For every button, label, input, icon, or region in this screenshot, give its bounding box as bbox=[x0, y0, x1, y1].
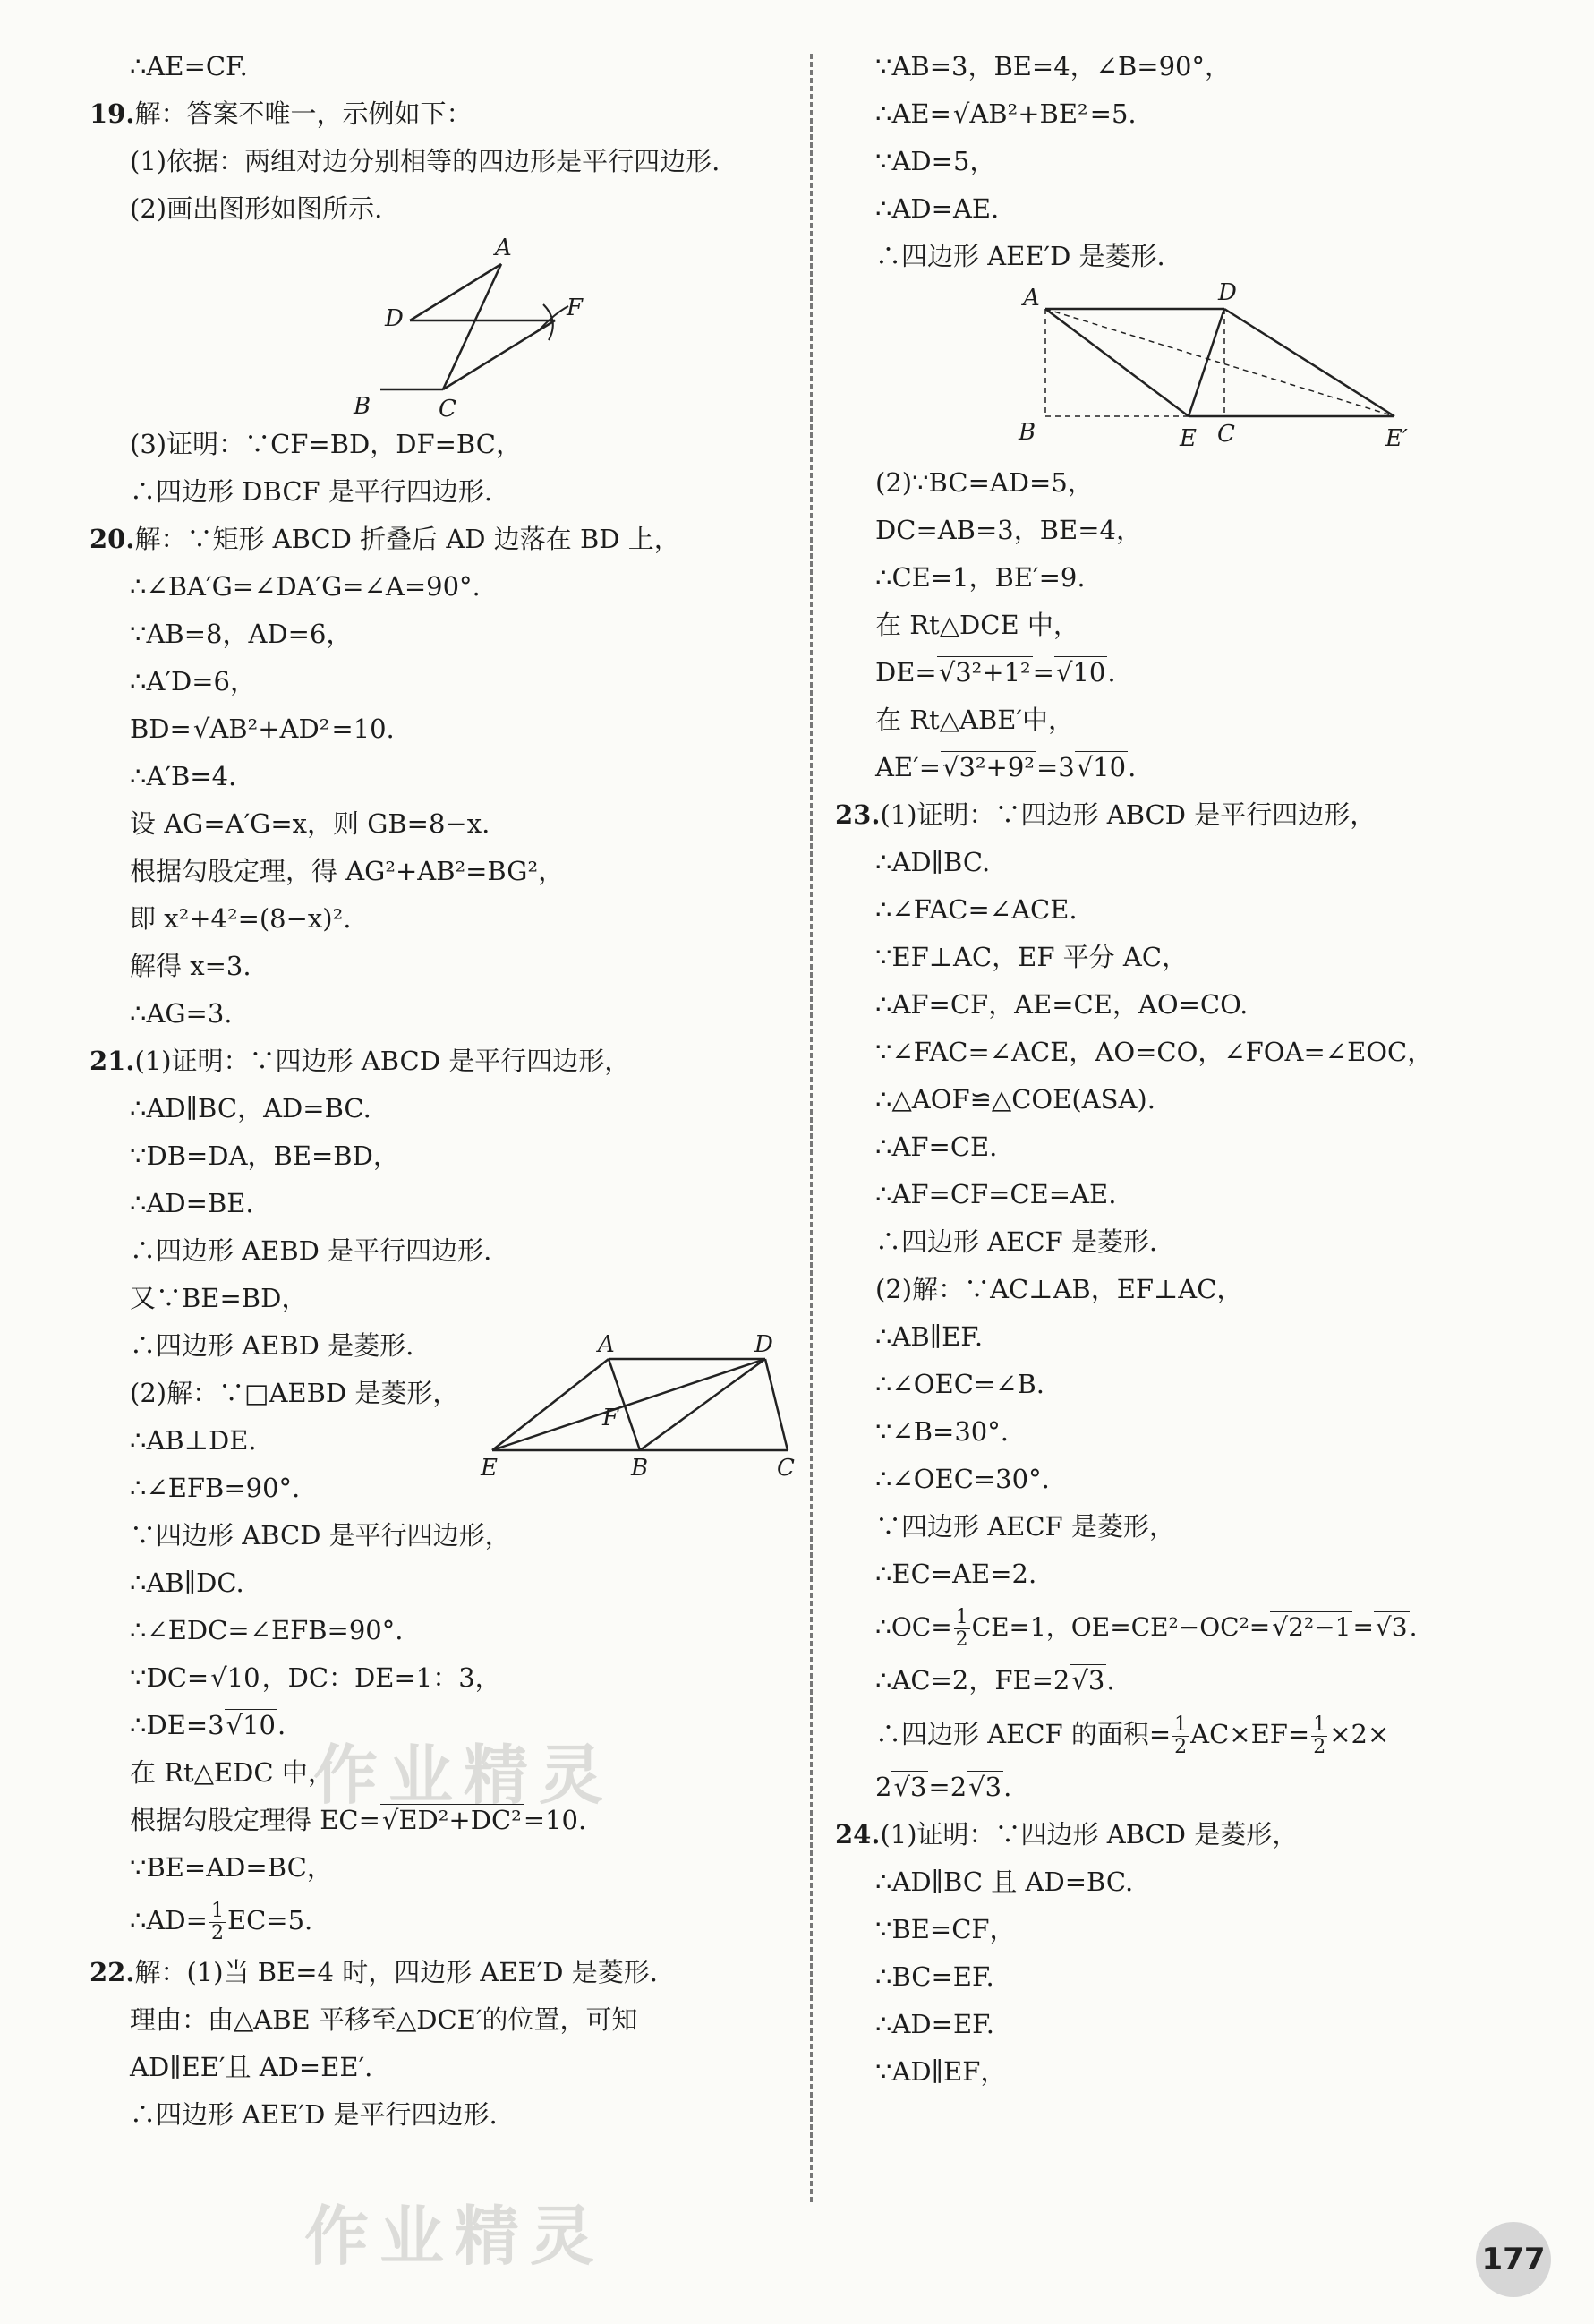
text-line: ∵AB=3，BE=4，∠B=90°， bbox=[875, 51, 1231, 81]
label-F: F bbox=[602, 1405, 619, 1431]
question-24 bbox=[835, 1811, 1538, 1858]
text-line: (2)∵BC=AD=5， bbox=[875, 467, 1094, 498]
text-line: 理由：由△ABE 平移至△DCE′的位置，可知 bbox=[130, 2004, 638, 2035]
text-line: ∴四边形 DBCF 是平行四边形. bbox=[130, 476, 493, 507]
fraction: $\frac{1}{2}$ bbox=[1313, 1713, 1326, 1758]
text-line: ∴AF=CF=CE=AE. bbox=[875, 1179, 1117, 1209]
label-A: A bbox=[495, 235, 512, 261]
text-line: BD=√ AB²+AD²=10. bbox=[130, 705, 797, 753]
label-C: C bbox=[777, 1455, 795, 1477]
text-line: ∴AD∥BC，AD=BC. bbox=[130, 1093, 371, 1124]
text-line: ∴AB∥DC. bbox=[130, 1568, 244, 1598]
text-line: 即 x²+4²=(8−x)². bbox=[130, 903, 352, 934]
figure-21 bbox=[479, 1334, 801, 1477]
text-line: ∴DE=3√ 10. bbox=[130, 1702, 797, 1749]
label-E: E bbox=[1180, 425, 1197, 452]
text-line: ∴AD∥BC. bbox=[875, 847, 991, 877]
label-B: B bbox=[354, 393, 371, 420]
radical: √ AB²+AD² bbox=[192, 713, 331, 744]
text-line: (1)证明：∵四边形 ABCD 是平行四边形， bbox=[134, 1046, 631, 1076]
question-19 bbox=[90, 90, 797, 138]
text-line: ∴AD=AE. bbox=[875, 193, 1000, 224]
label-E: E bbox=[481, 1455, 498, 1477]
label-B: B bbox=[631, 1455, 649, 1477]
text-line: ∴△AOF≌△COE(ASA). bbox=[875, 1084, 1155, 1115]
text-line: ∴四边形 AEBD 是平行四边形. bbox=[130, 1235, 492, 1266]
radical: √ 3 bbox=[1374, 1611, 1410, 1642]
text-line: ∵四边形 AECF 是菱形， bbox=[875, 1511, 1175, 1542]
text-line: ∴∠EFB=90°. bbox=[130, 1473, 301, 1503]
text-line: ∴∠FAC=∠ACE. bbox=[875, 894, 1078, 925]
label-C: C bbox=[1217, 421, 1235, 448]
watermark: 作业精灵 bbox=[313, 1738, 615, 1813]
text-line: ∴AB⊥DE. bbox=[130, 1425, 257, 1456]
question-21 bbox=[90, 1038, 797, 1085]
text-line: 又∵BE=BD， bbox=[130, 1283, 308, 1313]
text-line: ∴∠OEC=30°. bbox=[875, 1464, 1050, 1494]
text-line: ∵DB=DA，BE=BD， bbox=[130, 1141, 399, 1171]
text-line: (1)证明：∵四边形 ABCD 是平行四边形， bbox=[880, 799, 1377, 830]
radical: √ 3 bbox=[967, 1771, 1003, 1802]
figure-22 bbox=[1010, 280, 1547, 459]
text-line: (1)依据：两组对边分别相等的四边形是平行四边形. bbox=[130, 146, 720, 176]
text-line: ∵EF⊥AC，EF 平分 AC， bbox=[875, 942, 1189, 972]
fraction: $\frac{1}{2}$ bbox=[1174, 1713, 1188, 1758]
text-line: ∴四边形 AEE′D 是菱形. bbox=[875, 241, 1165, 271]
radical: √ 2²−1 bbox=[1270, 1611, 1352, 1642]
radical: √ 10 bbox=[225, 1709, 277, 1740]
question-number: 20. bbox=[90, 524, 135, 554]
text-line: 解：(1)当 BE=4 时，四边形 AEE′D 是菱形. bbox=[134, 1957, 658, 1987]
text-line: ∴∠OEC=∠B. bbox=[875, 1369, 1045, 1399]
text-line: ∴四边形 AECF 是菱形. bbox=[875, 1226, 1158, 1257]
text-line: ∴AE=√ AB²+BE²=5. bbox=[875, 90, 1538, 138]
text-line: ∵∠B=30°. bbox=[875, 1416, 1009, 1447]
label-E-prime: E′ bbox=[1385, 425, 1408, 452]
radical: √ 10 bbox=[209, 1662, 261, 1693]
text-line: ∴AC=2，FE=2√ 3. bbox=[875, 1657, 1538, 1705]
text-line: ∵四边形 ABCD 是平行四边形， bbox=[130, 1520, 511, 1551]
right-column bbox=[835, 43, 1538, 2096]
text-line: 解：∵矩形 ABCD 折叠后 AD 边落在 BD 上， bbox=[134, 524, 680, 554]
text-line: AE′=√ 3²+9²=3√ 10. bbox=[875, 744, 1538, 791]
text-line: ∵AD=5， bbox=[875, 146, 996, 176]
label-C: C bbox=[439, 396, 456, 421]
text-line: ∴CE=1，BE′=9. bbox=[875, 562, 1086, 593]
text-line: (2)解：∵AC⊥AB，EF⊥AC， bbox=[875, 1274, 1243, 1304]
text-line: ∴∠BA′G=∠DA′G=∠A=90°. bbox=[130, 571, 481, 602]
page-number: 177 bbox=[1476, 2222, 1551, 2297]
radical: √ 10 bbox=[1075, 751, 1128, 782]
radical: √ AB²+BE² bbox=[951, 98, 1090, 129]
text-line: ∴BC=EF. bbox=[875, 1961, 994, 1992]
question-number: 24. bbox=[835, 1819, 881, 1850]
label-D: D bbox=[385, 305, 404, 332]
text-line: ∴AD=BE. bbox=[130, 1188, 254, 1218]
text-line: 在 Rt△ABE′中， bbox=[875, 705, 1075, 735]
text-line: ∴A′D=6， bbox=[130, 666, 256, 696]
text-line: ∴四边形 AEBD 是菱形. bbox=[130, 1330, 414, 1361]
text-line: AD∥EE′且 AD=EE′. bbox=[130, 2052, 373, 2082]
question-23 bbox=[835, 791, 1538, 839]
text-line: ∴AD=EF. bbox=[875, 2009, 994, 2039]
text-line: ∴四边形 AECF 的面积= $\frac{1}{2}$ AC×EF= $\frac{1}{2}$ ×2× bbox=[875, 1713, 1390, 1758]
text-line: DE=√ 3²+1²=√ 10. bbox=[875, 649, 1538, 696]
text-line: (2)画出图形如图所示. bbox=[130, 193, 383, 224]
text-line: 2√ 3=2√ 3. bbox=[875, 1764, 1538, 1811]
label-F: F bbox=[567, 295, 584, 321]
watermark: 作业精灵 bbox=[304, 2199, 606, 2274]
text-line: 设 AG=A′G=x，则 GB=8−x. bbox=[130, 808, 490, 839]
radical: √ 3²+1² bbox=[937, 656, 1033, 688]
text-line: ∵AB=8，AD=6， bbox=[130, 619, 353, 649]
fraction: $\frac{1}{2}$ bbox=[210, 1899, 224, 1944]
text-line: ∵AD∥EF， bbox=[875, 2056, 1007, 2087]
text-line: ∴AD∥BC 且 AD=BC. bbox=[875, 1867, 1134, 1897]
text-line: (2)解：∵□AEBD 是菱形， bbox=[130, 1378, 459, 1408]
figure-19 bbox=[345, 233, 640, 421]
label-A: A bbox=[598, 1334, 615, 1358]
text-line: 根据勾股定理，得 AG²+AB²=BG²， bbox=[130, 856, 565, 886]
text-line: ∵BE=CF， bbox=[875, 1914, 1016, 1944]
text-line: ∴四边形 AEE′D 是平行四边形. bbox=[130, 2099, 498, 2130]
text-line: ∵BE=AD=BC， bbox=[130, 1852, 333, 1883]
text-line: DC=AB=3，BE=4， bbox=[875, 515, 1142, 545]
radical: √ ED²+DC² bbox=[380, 1804, 524, 1835]
text-line: ∴∠EDC=∠EFB=90°. bbox=[130, 1615, 404, 1645]
text-line: (1)证明：∵四边形 ABCD 是菱形， bbox=[880, 1819, 1299, 1850]
text-line: 在 Rt△EDC 中， bbox=[130, 1757, 334, 1788]
label-D: D bbox=[754, 1334, 773, 1358]
text-line: ∴AE=CF. bbox=[130, 51, 248, 81]
text-line: 解得 x=3. bbox=[130, 951, 251, 981]
question-number: 19. bbox=[90, 98, 135, 129]
text-line: ∴AG=3. bbox=[130, 998, 233, 1029]
text-line: 在 Rt△DCE 中， bbox=[875, 610, 1079, 640]
text-line: (3)证明：∵CF=BD，DF=BC， bbox=[130, 429, 522, 459]
text-line: ∴AD= $\frac{1}{2}$ EC=5. bbox=[130, 1899, 313, 1944]
column-divider bbox=[810, 54, 813, 2202]
question-20 bbox=[90, 516, 797, 563]
text-line: 根据勾股定理得 EC=√ ED²+DC²=10. bbox=[130, 1797, 797, 1844]
text-line: ∵∠FAC=∠ACE，AO=CO，∠FOA=∠EOC， bbox=[875, 1037, 1434, 1067]
question-22 bbox=[90, 1949, 797, 1996]
radical: √ 10 bbox=[1054, 656, 1107, 688]
text-line: ∴AB∥EF. bbox=[875, 1321, 984, 1352]
text-line: ∴AF=CF，AE=CE，AO=CO. bbox=[875, 989, 1249, 1020]
label-A: A bbox=[1023, 285, 1040, 312]
text-line: ∴EC=AE=2. bbox=[875, 1559, 1037, 1589]
label-B: B bbox=[1019, 419, 1036, 446]
text-line: ∴AF=CE. bbox=[875, 1132, 998, 1162]
left-column bbox=[90, 43, 797, 2139]
label-D: D bbox=[1218, 280, 1237, 306]
fraction: $\frac{1}{2}$ bbox=[955, 1606, 968, 1651]
text-line: ∴A′B=4. bbox=[130, 761, 237, 791]
text-line: 解：答案不唯一，示例如下： bbox=[134, 98, 473, 129]
text-line: ∵DC=√ 10，DC：DE=1：3， bbox=[130, 1654, 797, 1702]
question-number: 22. bbox=[90, 1957, 135, 1987]
question-number: 23. bbox=[835, 799, 881, 830]
text-line: ∴OC= $\frac{1}{2}$ CE=1，OE=CE²−OC²=√ 2²−1=√ 3. bbox=[875, 1598, 1538, 1657]
question-number: 21. bbox=[90, 1046, 135, 1076]
radical: √ 3 bbox=[891, 1771, 928, 1802]
radical: √ 3²+9² bbox=[941, 751, 1036, 782]
radical: √ 3 bbox=[1070, 1664, 1106, 1696]
